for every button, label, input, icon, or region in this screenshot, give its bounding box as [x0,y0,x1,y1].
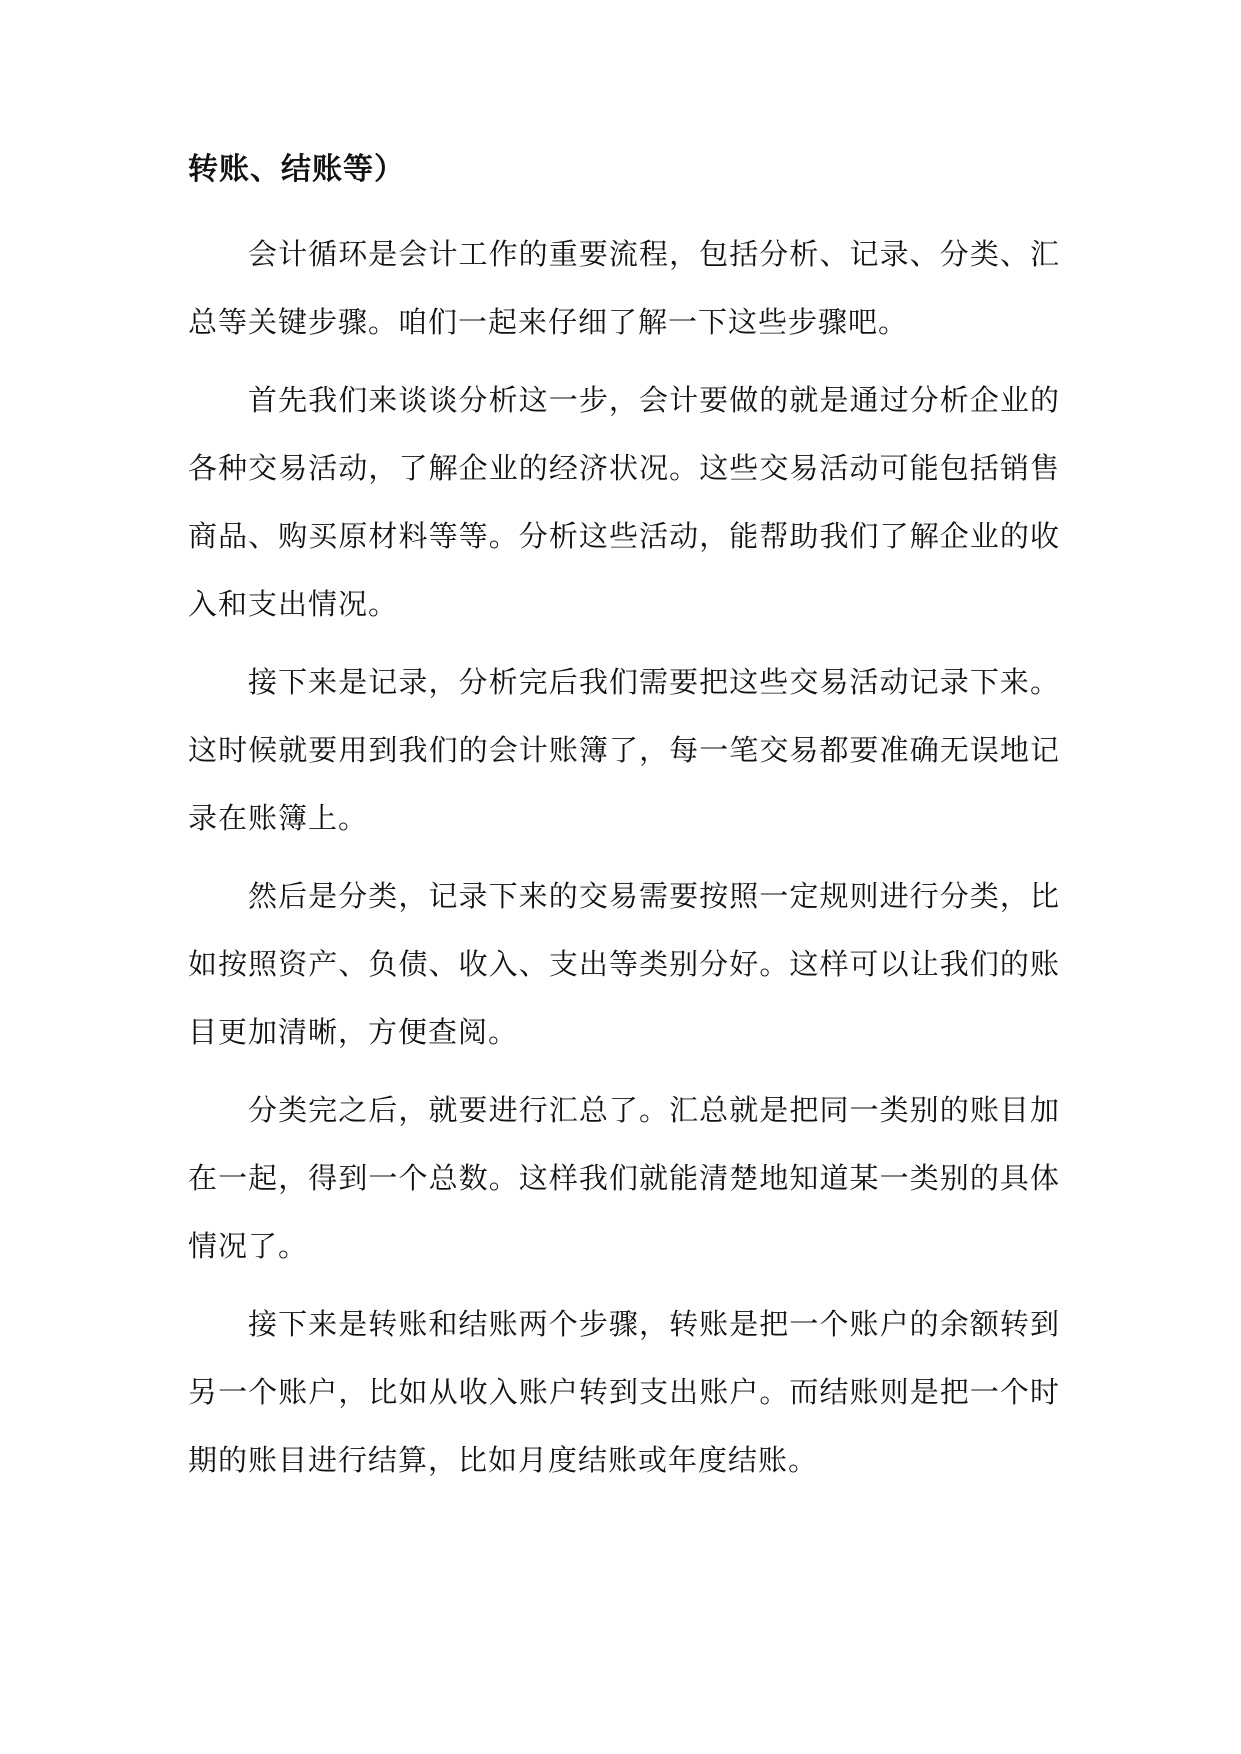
paragraph-classification: 然后是分类，记录下来的交易需要按照一定规则进行分类，比如按照资产、负债、收入、支出等类别分好。这样可以让我们的账目更加清晰，方便查阅。 [188,879,1060,1049]
section-heading: 转账、结账等） [188,152,405,187]
document-body [188,150,1060,1504]
paragraph-recording: 接下来是记录，分析完后我们需要把这些交易活动记录下来。这时候就要用到我们的会计账簿了，每一笔交易都要准确无误地记录在账簿上。 [188,665,1060,835]
paragraph-analysis: 首先我们来谈谈分析这一步，会计要做的就是通过分析企业的各种交易活动，了解企业的经济状况。这些交易活动可能包括销售商品、购买原材料等等。分析这些活动，能帮助我们了解企业的收入和支出情况。 [188,383,1060,621]
paragraph-transfer-closing: 接下来是转账和结账两个步骤，转账是把一个账户的余额转到另一个账户，比如从收入账户转到支出账户。而结账则是把一个时期的账目进行结算，比如月度结账或年度结账。 [188,1307,1060,1477]
paragraph-summarization: 分类完之后，就要进行汇总了。汇总就是把同一类别的账目加在一起，得到一个总数。这样我们就能清楚地知道某一类别的具体情况了。 [188,1093,1060,1263]
paragraph-intro: 会计循环是会计工作的重要流程，包括分析、记录、分类、汇总等关键步骤。咱们一起来仔细了解一下这些步骤吧。 [188,237,1060,339]
